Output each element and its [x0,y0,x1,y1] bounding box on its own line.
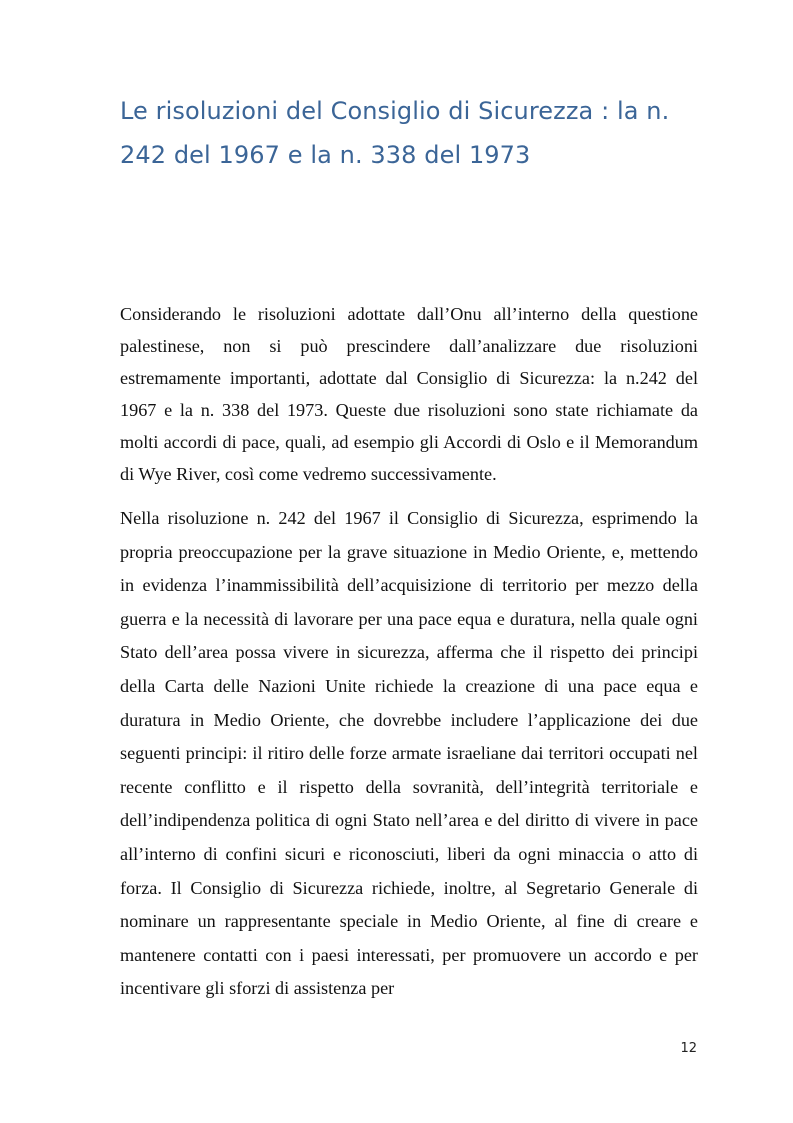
body-text [120,298,698,1006]
page-number: 12 [680,1041,697,1056]
paragraph-1: Considerando le risoluzioni adottate dall’Onu all’interno della questione palestinese, non si può prescindere dall’analizzare due risoluzioni estremamente importanti, adottate dal Consiglio di Sicurezza: la n.242 del 1967 e la n. 338 del 1973. Queste due risoluzioni sono state richiamate da molti accordi di pace, quali, ad esempio gli Accordi di Oslo e il Memorandum di Wye River, così come vedremo successivamente. [120,304,698,484]
paragraph-2: Nella risoluzione n. 242 del 1967 il Consiglio di Sicurezza, esprimendo la propria preoccupazione per la grave situazione in Medio Oriente, e, mettendo in evidenza l’inammissibilità dell’acquisizione di territorio per mezzo della guerra e la necessità di lavorare per una pace equa e duratura, nella quale ogni Stato dell’area possa vivere in sicurezza, afferma che il rispetto dei principi della Carta delle Nazioni Unite richiede la creazione di una pace equa e duratura in Medio Oriente, che dovrebbe includere l’applicazione dei due seguenti principi: il ritiro delle forze armate israeliane dai territori occupati nel recente conflitto e il rispetto della sovranità, dell’integrità territoriale e dell’indipendenza politica di ogni Stato nell’area e del diritto di vivere in pace all’interno di confini sicuri e riconosciuti, liberi da ogni minaccia o atto di forza. Il Consiglio di Sicurezza richiede, inoltre, al Segretario Generale di nominare un rappresentante speciale in Medio Oriente, al fine di creare e mantenere contatti con i paesi interessati, per promuovere un accordo e per incentivare gli sforzi di assistenza per [120,508,698,999]
section-heading: Le risoluzioni del Consiglio di Sicurezza : la n. 242 del 1967 e la n. 338 del 1973 [120,97,670,169]
